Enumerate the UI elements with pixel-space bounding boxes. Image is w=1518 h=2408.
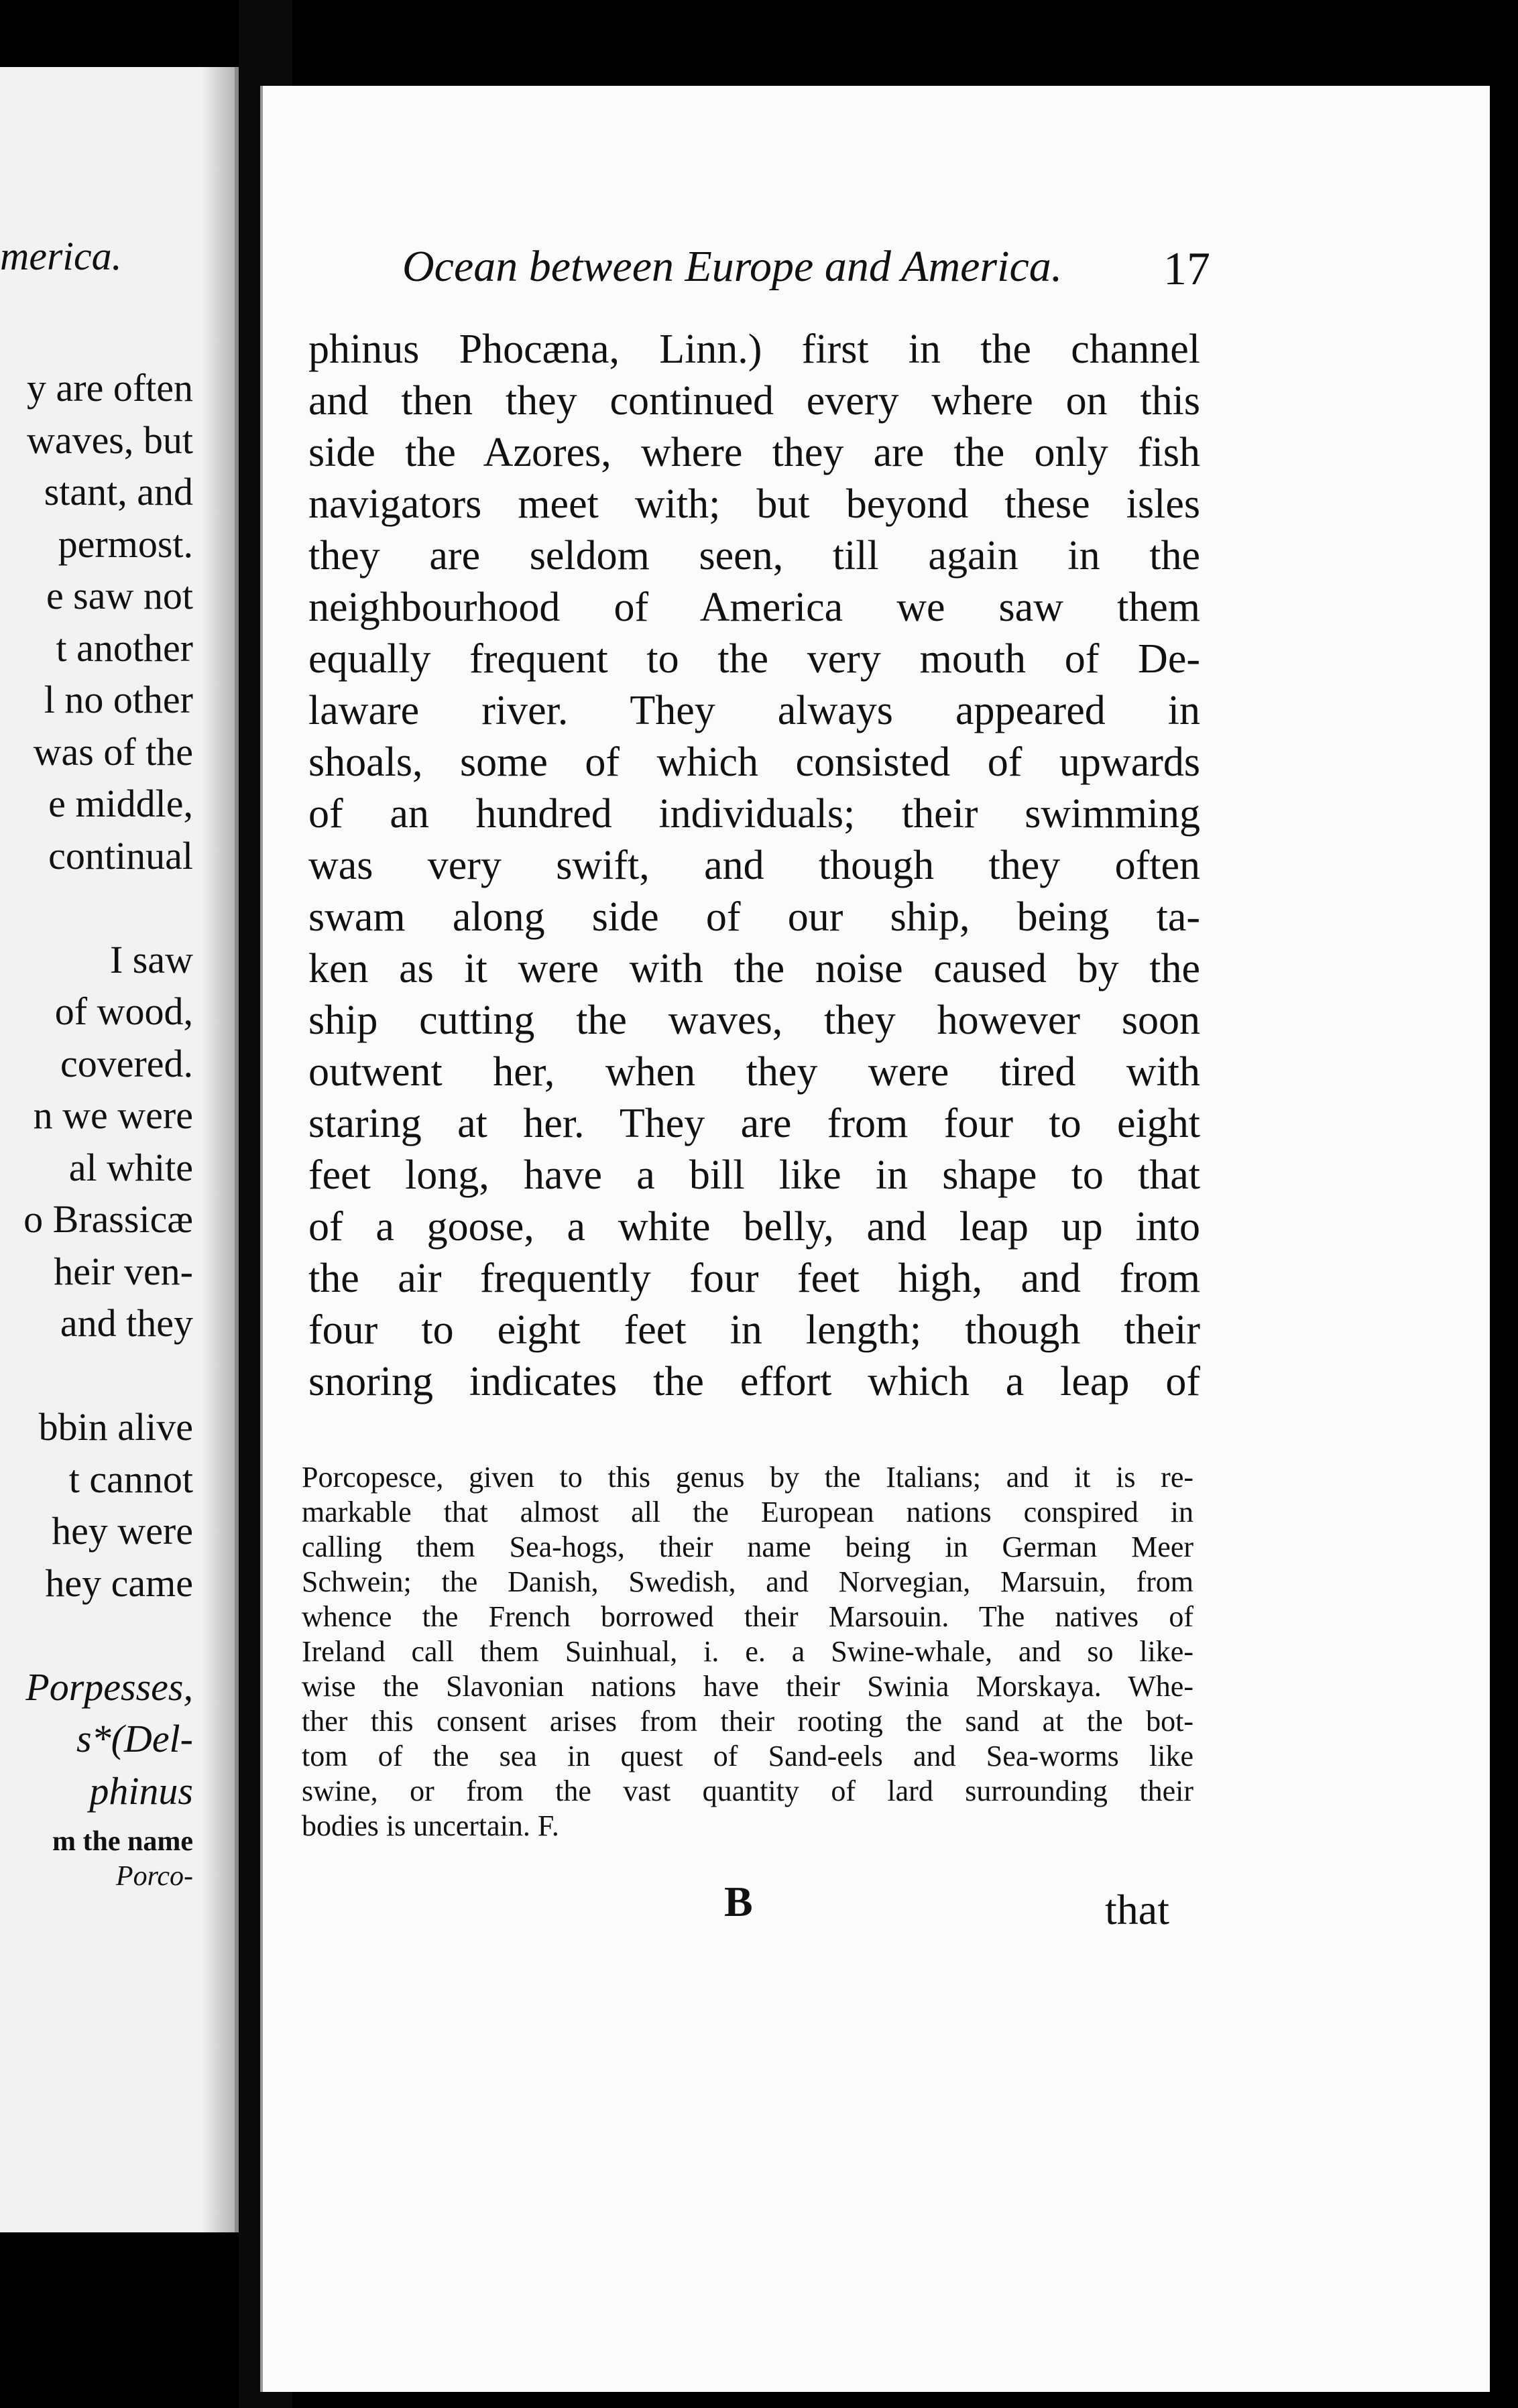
left-text-line: t cannot xyxy=(68,1457,193,1501)
body-text-line: and then they continued every where on this xyxy=(308,378,1200,424)
left-text-line: heir ven- xyxy=(54,1249,193,1293)
body-text-line: the air frequently four feet high, and from xyxy=(308,1256,1200,1301)
left-text-line: bbin alive xyxy=(38,1405,193,1449)
body-text-line: of an hundred individuals; their swimming xyxy=(308,791,1200,837)
footnote-line: swine, or from the vast quantity of lard surrounding their xyxy=(302,1774,1193,1807)
body-text-line: of a goose, a white belly, and leap up into xyxy=(308,1204,1200,1250)
body-text-line: swam along side of our ship, being ta- xyxy=(308,894,1200,940)
left-text-line: n we were xyxy=(33,1093,193,1137)
body-text-line: phinus Phocæna, Linn.) first in the channel xyxy=(308,326,1200,372)
running-head: Ocean between Europe and America. xyxy=(402,242,1063,291)
body-text-line: ship cutting the waves, they however soon xyxy=(308,998,1200,1043)
left-text-line: e middle, xyxy=(48,782,193,825)
footnote-line: markable that almost all the European nations conspired in xyxy=(302,1496,1193,1528)
page-number: 17 xyxy=(1163,243,1210,295)
footnote-line: ther this consent arises from their rooting the sand at the bot- xyxy=(302,1705,1193,1738)
left-text-line: e saw not xyxy=(46,574,193,617)
left-footnote-line: m the name xyxy=(52,1826,193,1857)
left-running-head-fragment: merica. xyxy=(0,234,122,278)
left-text-line: waves, but xyxy=(26,418,193,462)
left-text-line: hey came xyxy=(45,1561,193,1605)
left-text-line: stant, and xyxy=(44,470,193,514)
left-text-line: al white xyxy=(68,1145,193,1189)
left-text-line: t another xyxy=(56,625,193,670)
left-text-line: permost. xyxy=(58,522,193,566)
footnote-line: Schwein; the Danish, Swedish, and Norvegian, Marsuin, from xyxy=(302,1565,1193,1598)
left-text-line: o Brassicæ xyxy=(23,1197,193,1241)
body-text-line: was very swift, and though they often xyxy=(308,843,1200,888)
body-text-line: staring at her. They are from four to eight xyxy=(308,1101,1200,1146)
left-text-line: l no other xyxy=(44,678,193,721)
body-text-line: snoring indicates the effort which a leap of xyxy=(308,1359,1200,1404)
left-text-line: Porpesses, xyxy=(25,1665,193,1709)
body-text-line: shoals, some of which consisted of upwards xyxy=(308,739,1200,785)
left-text-line: and they xyxy=(60,1301,193,1345)
left-text-line: was of the xyxy=(33,729,193,774)
footnote-line: calling them Sea-hogs, their name being in German Meer xyxy=(302,1530,1193,1563)
footnote-line: whence the French borrowed their Marsouin. The natives of xyxy=(302,1600,1193,1633)
body-text-line: outwent her, when they were tired with xyxy=(308,1049,1200,1095)
body-text-line: feet long, have a bill like in shape to that xyxy=(308,1152,1200,1198)
catchword: that xyxy=(1105,1886,1169,1933)
left-text-line: s*(Del- xyxy=(76,1717,193,1760)
body-text-line: four to eight feet in length; though their xyxy=(308,1307,1200,1353)
footnote-line: Ireland call them Suinhual, i. e. a Swine-whale, and so like- xyxy=(302,1635,1193,1668)
left-text-line: hey were xyxy=(52,1509,193,1553)
footnote-line: bodies is uncertain. F. xyxy=(302,1809,559,1842)
body-text-line: laware river. They always appeared in xyxy=(308,688,1200,733)
body-text-line: equally frequent to the very mouth of De- xyxy=(308,636,1200,682)
left-text-line: continual xyxy=(48,833,193,878)
body-text-line: navigators meet with; but beyond these isles xyxy=(308,481,1200,527)
left-text-line: of wood, xyxy=(54,989,193,1033)
left-text-line: I saw xyxy=(109,937,193,981)
body-text-line: ken as it were with the noise caused by the xyxy=(308,946,1200,991)
footnote-line: wise the Slavonian nations have their Swinia Morskaya. Whe- xyxy=(302,1670,1193,1703)
left-footnote-line: Porco- xyxy=(115,1861,193,1892)
footnote-line: tom of the sea in quest of Sand-eels and Sea-worms like xyxy=(302,1740,1193,1772)
footnote-line: Porcopesce, given to this genus by the Italians; and it is re- xyxy=(302,1461,1193,1494)
left-text-line: y are often xyxy=(27,366,193,410)
body-text-line: they are seldom seen, till again in the xyxy=(308,533,1200,579)
signature-mark: B xyxy=(724,1878,753,1925)
left-text-line: phinus xyxy=(89,1768,193,1813)
body-text-line: neighbourhood of America we saw them xyxy=(308,585,1200,630)
body-text-line: side the Azores, where they are the only fish xyxy=(308,430,1200,475)
left-text-line: covered. xyxy=(60,1041,193,1085)
